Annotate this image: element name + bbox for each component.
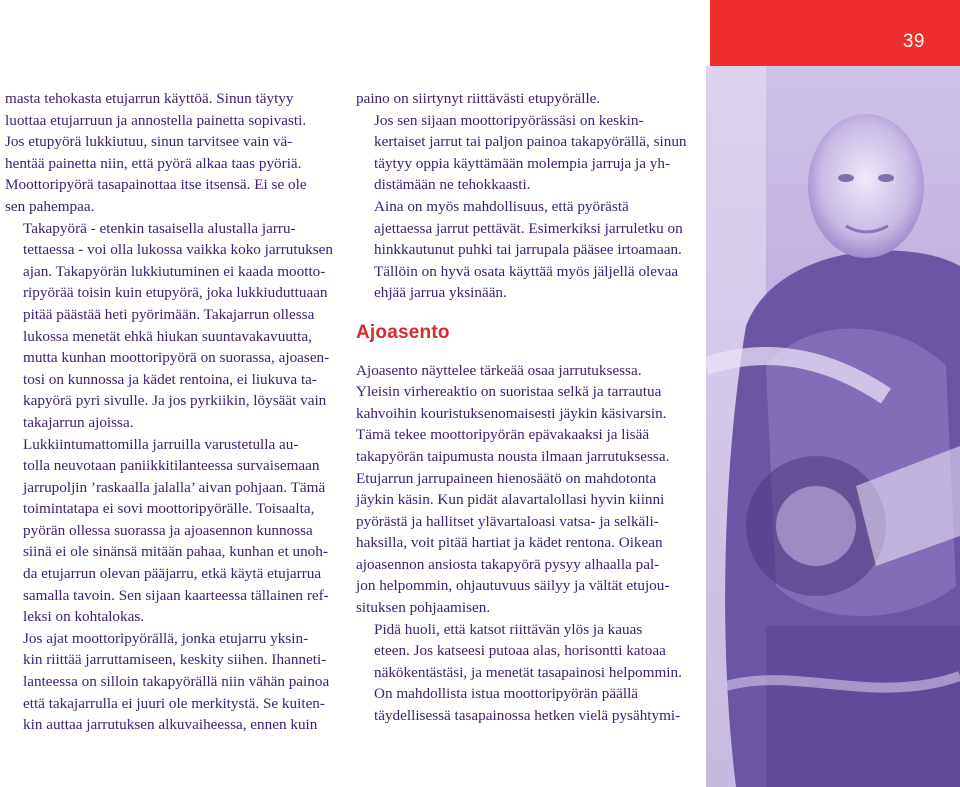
text-line: Jos etupyörä lukkiutuu, sinun tarvitsee vain vä- <box>5 133 293 151</box>
right-column-body <box>356 360 696 727</box>
text-line: haksilla, voit pitää hartiat ja kädet rentona. Oikean <box>356 534 663 552</box>
section-heading: Ajoasento <box>356 321 450 343</box>
text-line: samalla tavoin. Sen sijaan kaarteessa tällainen ref- <box>23 586 329 604</box>
paragraph <box>356 196 696 304</box>
left-text-column <box>5 88 334 736</box>
text-line: distämään ne tehokkaasti. <box>374 176 531 194</box>
text-line: tolla neuvotaan paniikkitilanteessa survaisemaan <box>23 457 320 475</box>
text-line: sen pahempaa. <box>5 197 95 215</box>
text-line: situksen pohjaamisen. <box>356 599 491 617</box>
text-line: mutta kunhan moottoripyörä on suorassa, ajoasen- <box>23 349 330 367</box>
text-line: näkökentästäsi, ja menetät tasapainosi helpommin. <box>374 663 682 681</box>
text-line: kertaiset jarrut tai paljon painoa takapyörällä, sinun <box>374 133 687 151</box>
text-line: tosi on kunnossa ja kädet rentoina, ei liukuva ta- <box>23 370 317 388</box>
paragraph <box>5 88 331 218</box>
text-line: täydellisessä tasapainossa hetken vielä pysähtymi- <box>374 707 681 725</box>
text-line: jäykin käsin. Kun pidät alavartalollasi hyvin kiinni <box>356 491 665 509</box>
text-line: Pidä huoli, että katsot riittävän ylös ja kauas <box>374 620 643 638</box>
text-line: täytyy oppia käyttämään molempia jarruja ja yh- <box>374 154 671 172</box>
paragraph <box>356 619 696 684</box>
text-line: lukossa menetät ehkä hiukan suuntavakavuutta, <box>23 327 312 345</box>
text-line: kin riittää jarruttamiseen, keskity siihen. Ihanneti- <box>23 651 327 669</box>
text-line: pyörän ollessa suorassa ja ajoasennon kunnossa <box>23 521 313 539</box>
text-line: Lukkiintumattomilla jarruilla varustetulla au- <box>23 435 299 453</box>
text-line: kin auttaa jarrutuksen alkuvaiheessa, ennen kuin <box>23 716 318 734</box>
paragraph <box>5 434 331 628</box>
paragraph <box>356 683 696 726</box>
text-line: jon helpommin, ohjautuvuus säilyy ja vältät etujou- <box>356 577 670 595</box>
text-line: leksi on kohtalokas. <box>23 608 145 626</box>
text-line: jarrupoljin ’raskaalla jalalla’ aivan pohjaan. Tämä <box>23 478 326 496</box>
text-line: takajarrun ajoissa. <box>23 413 134 431</box>
paragraph <box>5 218 334 434</box>
text-line: Aina on myös mahdollisuus, että pyörästä <box>374 197 629 215</box>
text-line: Etujarrun jarrupaineen hienosäätö on mahdotonta <box>356 469 657 487</box>
text-line: lanteessa on silloin takapyörällä niin vähän painoa <box>23 673 330 691</box>
text-line: hinkkautunut puhki tai jarrupala pääsee irtoamaan. <box>374 241 682 259</box>
text-line: da etujarrun olevan pääjarru, etkä käytä etujarrua <box>23 565 322 583</box>
motorcyclist-photo <box>706 66 960 787</box>
text-line: hentää painetta niin, että pyörä alkaa taas pyöriä. <box>5 154 302 172</box>
text-line: Tämä tekee moottoripyörän epävakaaksi ja lisää <box>356 426 650 444</box>
text-line: Tällöin on hyvä osata käyttää myös jäljellä olevaa <box>374 262 679 280</box>
text-line: Takapyörä - etenkin tasaisella alustalla jarru- <box>23 219 296 237</box>
text-line: kapyörä pyri sivulle. Ja jos pyrkiikin, löysäät vain <box>23 392 327 410</box>
text-line: kahvoihin kouristuksenomaisesti jäykin käsivarsin. <box>356 404 667 422</box>
text-line: ajoasennon ansiosta takapyörä pysyy alhaalla pal- <box>356 555 660 573</box>
text-line: eteen. Jos katseesi putoaa alas, horisontti katoaa <box>374 642 666 660</box>
paragraph <box>5 628 331 736</box>
text-line: pyörästä ja hallitset ylävartaloasi vatsa- ja selkäli- <box>356 512 659 530</box>
text-line: Jos ajat moottoripyörällä, jonka etujarru yksin- <box>23 629 309 647</box>
text-line: paino on siirtynyt riittävästi etupyörälle. <box>356 90 601 107</box>
text-line: toimintatapa ei sovi moottoripyörälle. Toisaalta, <box>23 500 315 518</box>
right-text-column <box>356 88 696 727</box>
text-line: ehjää jarrua yksinään. <box>374 284 507 302</box>
page-number: 39 <box>902 31 925 52</box>
text-line: takapyörän taipumusta nousta ilmaan jarrutuksessa. <box>356 447 670 465</box>
paragraph <box>356 110 696 196</box>
right-column-intro <box>356 88 696 304</box>
text-line: tettaessa - voi olla lukossa vaikka koko jarrutuksen <box>23 241 334 259</box>
text-line: ripyörää toisin kuin etupyörä, joka lukkiuduttuaan <box>23 284 328 302</box>
paragraph <box>356 88 696 110</box>
text-line: Moottoripyörä tasapainottaa itse itsensä. Ei se ole <box>5 176 307 194</box>
text-line: luottaa etujarruun ja annostella painetta sopivasti. <box>5 111 307 129</box>
text-line: masta tehokasta etujarrun käyttöä. Sinun täytyy <box>5 90 294 107</box>
text-line: Jos sen sijaan moottoripyörässäsi on keskin- <box>374 111 644 129</box>
page-number-band <box>710 0 960 66</box>
text-line: On mahdollista istua moottoripyörän päällä <box>374 685 639 703</box>
text-line: Ajoasento näyttelee tärkeää osaa jarrutuksessa. <box>356 361 642 379</box>
text-line: pitää päästää heti pyörimään. Takajarrun ollessa <box>23 305 315 323</box>
text-line: siinä ei ole sinänsä mitään pahaa, kunhan et unoh- <box>23 543 328 561</box>
text-line: ajettaessa jarrut pettävät. Esimerkiksi jarruletku on <box>374 219 683 237</box>
paragraph <box>356 360 696 619</box>
text-line: ajan. Takapyörän lukkiutuminen ei kaada mootto- <box>23 262 326 280</box>
text-line: että takajarrulla ei juuri ole merkitystä. Se kuiten- <box>23 694 325 712</box>
text-line: Yleisin virhereaktio on suoristaa selkä ja tarrautua <box>356 383 662 401</box>
